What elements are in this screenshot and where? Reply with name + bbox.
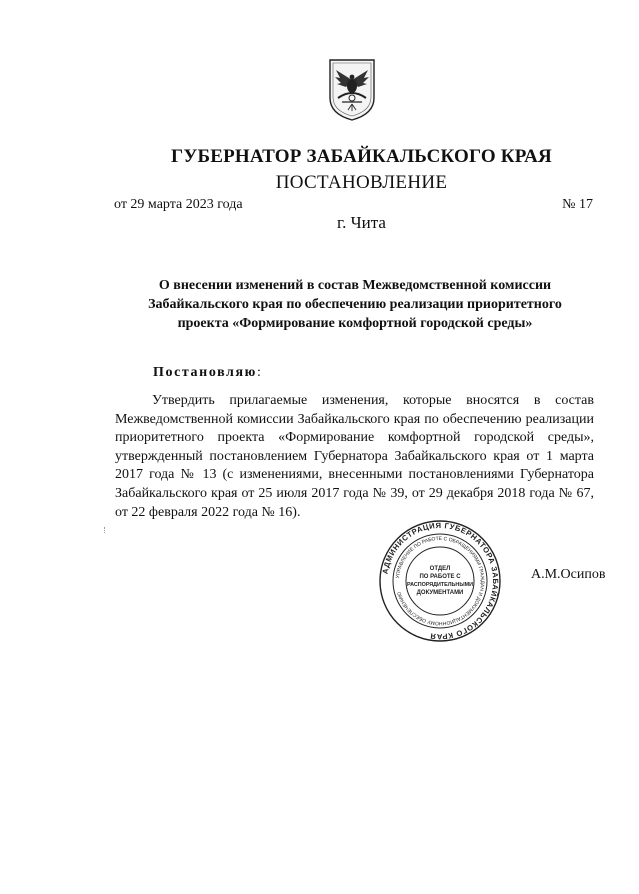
stamp-center-line: ДОКУМЕНТАМИ <box>416 590 464 596</box>
resolve-heading <box>153 365 262 381</box>
stamp-inner-text: УПРАВЛЕНИЕ ПО РАБОТЕ С ОБРАЩЕНИЯМИ ГРАЖДАН И ДОКУМЕНТАЦИОННОМУ ОБЕСПЕЧЕНИЮ <box>395 535 486 627</box>
subject-line: О внесении изменений в состав Межведомственной комиссии <box>158 278 552 293</box>
resolve-colon: : <box>256 365 263 380</box>
stamp-center-line: ОТДЕЛ <box>429 566 451 572</box>
document-city: г. Чита <box>337 213 386 232</box>
official-stamp <box>378 519 502 643</box>
subject-line: Забайкальского края по обеспечению реализации приоритетного <box>148 297 562 312</box>
stamp-outer-text: АДМИНИСТРАЦИЯ ГУБЕРНАТОРА ЗАБАЙКАЛЬСКОГО КРАЯ <box>380 520 501 642</box>
document-subject <box>115 276 595 333</box>
stamp-center-line: ПО РАБОТЕ С <box>419 574 461 580</box>
svg-text:УПРАВЛЕНИЕ ПО РАБОТЕ С ОБРАЩЕН <box>395 536 485 626</box>
act-type-title: ПОСТАНОВЛЕНИЕ <box>275 172 448 193</box>
document-date: от 29 марта 2023 года <box>114 197 243 212</box>
document-number: № 17 <box>562 197 593 212</box>
margin-mark <box>104 527 109 533</box>
signatory-name: А.М.Осипов <box>531 567 606 582</box>
subject-line: проекта «Формирование комфортной городской среды» <box>177 316 533 331</box>
resolve-word: Постановляю <box>153 365 257 380</box>
authority-title: ГУБЕРНАТОР ЗАБАЙКАЛЬСКОГО КРАЯ <box>171 146 552 167</box>
stamp-center-line: РАСПОРЯДИТЕЛЬНЫМИ <box>407 582 473 588</box>
coat-of-arms-icon <box>328 58 376 122</box>
body-paragraph: Утвердить прилагаемые изменения, которые вносятся в состав Межведомственной комиссии Забайкальского края по обеспечению реализации приоритетного проекта «Формирование комфортной городской среды», утвержденный постановлением Губернатора Забайкальского края от 1 марта 2017 года № 13 (с изменениями, внесенными постановлениями Губернатора Забайкальского края от 25 июля 2017 года № 39, от 29 декабря 2018 года № 67, от 22 февраля 2022 года № 16). <box>115 393 594 520</box>
